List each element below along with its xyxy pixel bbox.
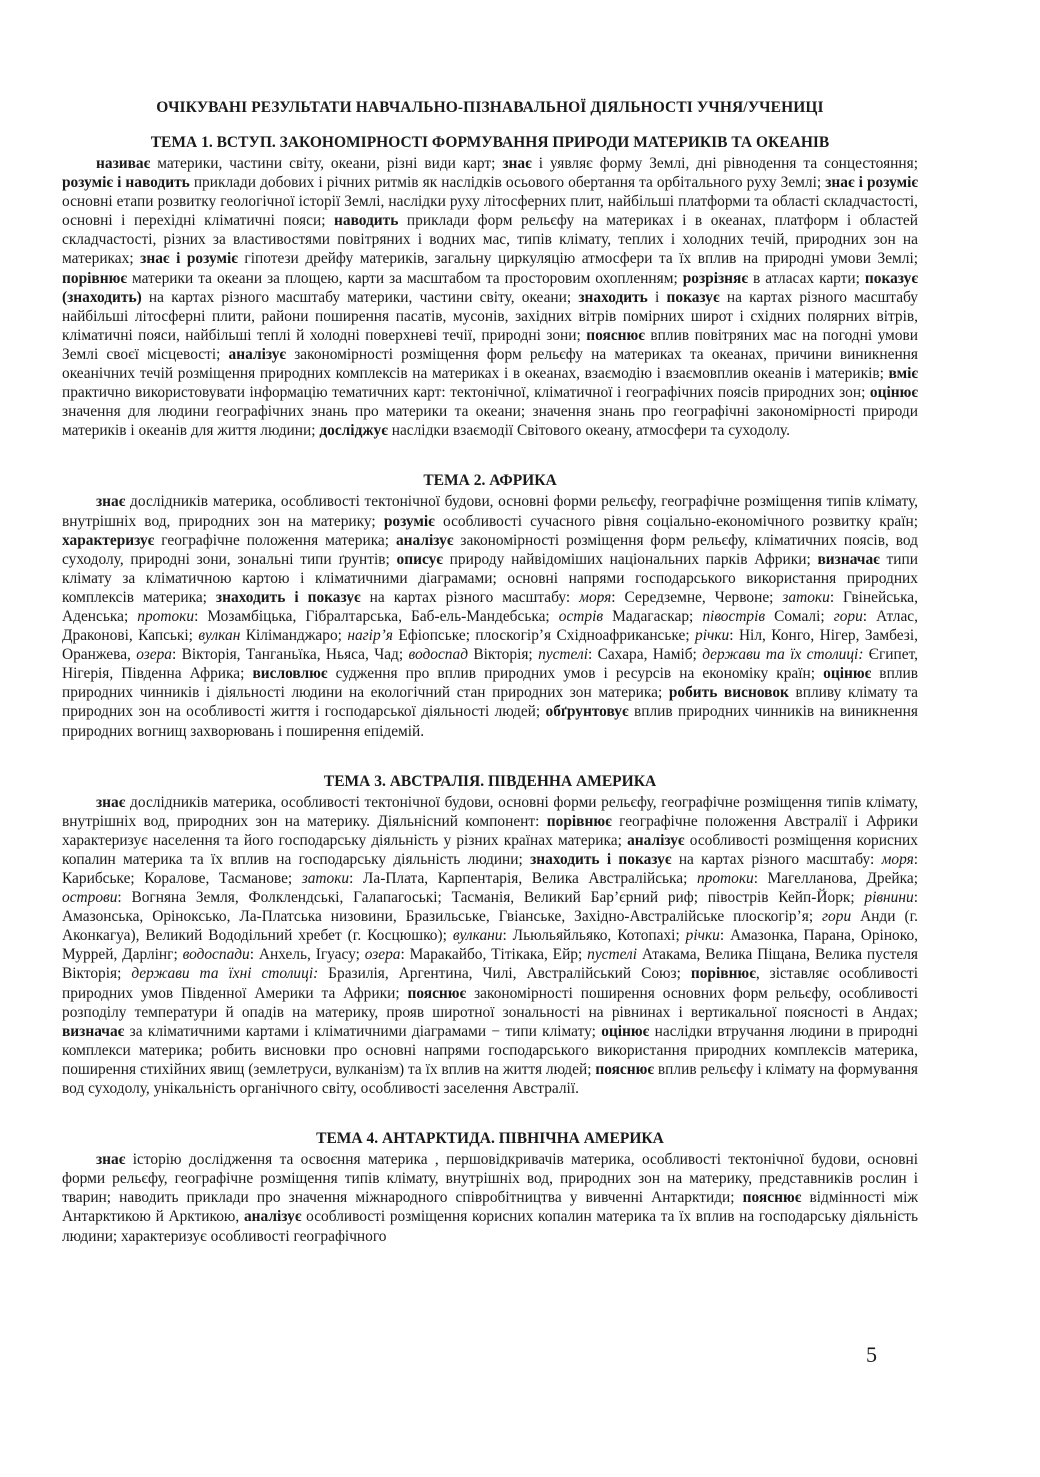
keyword-verb: досліджує bbox=[319, 422, 388, 440]
topic-body bbox=[62, 154, 918, 440]
category-label: водоспад bbox=[408, 646, 468, 664]
text-run: вплив природних чинників на виникнення природних вогнищ захворювань і поширення епідемій. bbox=[62, 703, 918, 740]
text-run: гіпотези дрейфу материків, загальну циркуляцію атмосфери та їх вплив на природні умови Землі; bbox=[237, 250, 919, 268]
keyword-verb: порівнює bbox=[62, 269, 127, 287]
keyword-verb: оцінює bbox=[869, 384, 918, 402]
text-run: Анди (г. Аконкагуа), Великий Вододільний хребет (г. Косцюшко); bbox=[62, 908, 918, 945]
text-run: основні етапи розвитку геологічної історії Землі, наслідки руху літосферних плит, найбільші платформи та області складчастості, основні і перехідні кліматичні пояси; bbox=[62, 193, 918, 230]
category-label: протоки bbox=[137, 607, 195, 625]
text-run: наслідки взаємодії Світового океану, атмосфери та суходолу. bbox=[387, 422, 790, 440]
text-run: судження про вплив природних умов і ресурсів на економіку країн; bbox=[327, 665, 824, 683]
text-run: особливості сучасного рівня соціально-економічного розвитку країн; bbox=[434, 512, 918, 530]
text-run: : Вогняна Земля, Фолклендські, Галапагоські; Тасманія, Великий Бар’єрний риф; півострів Кейп-Йорк; bbox=[117, 889, 865, 907]
text-run: типи клімату за кліматичною картою і кліматичними діаграмами; основні напрями господарського використання природних комплексів материка; bbox=[62, 550, 918, 606]
text-run: : Маракайбо, Тітікака, Ейр; bbox=[400, 946, 588, 964]
keyword-verb: порівнює bbox=[690, 965, 756, 983]
topic-section-3 bbox=[62, 772, 918, 1099]
category-label: водоспади bbox=[182, 946, 250, 964]
text-run: Мадагаскар; bbox=[603, 607, 703, 625]
text-run: : Магелланова, Дрейка; bbox=[753, 870, 918, 887]
text-run: приклади добових і річних ритмів як наслідків осьового обертання та орбітального руху Землі; bbox=[189, 174, 826, 192]
text-run: природу найвідоміших національних парків Африки; bbox=[442, 550, 818, 568]
keyword-verb: порівнює bbox=[546, 812, 612, 830]
text-run: материки, частини світу, океани, різні види карт; bbox=[150, 155, 503, 172]
text-run: : Ла-Плата, Карпентарія, Велика Австралійська; bbox=[349, 870, 697, 887]
text-run: на картах різного масштабу: bbox=[671, 850, 882, 868]
topic-body bbox=[62, 1150, 918, 1245]
text-run: Ефіопське; плоскогір’я Східноафриканське; bbox=[392, 627, 696, 645]
text-run: : Середземне, Червоне; bbox=[611, 588, 783, 606]
topic-body bbox=[62, 492, 918, 740]
keyword-verb: аналізує bbox=[228, 345, 287, 363]
keyword-verb: знає і розуміє bbox=[140, 250, 238, 268]
text-run: : Атлас, Драконові, Капські; bbox=[62, 607, 918, 645]
text-run: особливості розміщення корисних копалин материка та їх вплив на господарську діяльність людини; bbox=[62, 831, 918, 868]
text-run: Атакама, Велика Піщана, Велика пустеля Вікторія; bbox=[62, 946, 918, 983]
text-run: материки та океани за площею, карти за масштабом та просторовим охопленням; bbox=[127, 269, 683, 287]
keyword-verb: пояснює bbox=[742, 1189, 802, 1207]
text-run: , зіставляє особливості природних умов Південної Америки та Африки; bbox=[62, 965, 918, 1002]
text-run: практично використовувати інформацію тематичних карт: тектонічної, кліматичної і географічних поясів природних зон; bbox=[62, 384, 870, 402]
text-run: вплив повітряних мас на погодні умови Землі своєї місцевості; bbox=[62, 326, 918, 363]
keyword-verb: наводить bbox=[334, 212, 399, 230]
category-label: річки bbox=[695, 627, 730, 645]
text-run: : Ніл, Конго, Нігер, Замбезі, Оранжева, bbox=[62, 627, 919, 664]
keyword-verb: аналізує bbox=[243, 1208, 302, 1226]
category-label: вулкан bbox=[198, 627, 241, 645]
text-run: Єгипет, Нігерія, Південна Африка; bbox=[62, 646, 919, 683]
text-run: дослідників материка, особливості тектонічної будови, основні форми рельєфу, географічне розміщення типів клімату, внутрішніх вод, природних зон на материку; bbox=[62, 493, 918, 530]
keyword-verb: називає bbox=[96, 155, 151, 172]
text-run: : Льюльяйльяко, Котопахі; bbox=[502, 927, 686, 945]
category-label: озера bbox=[136, 646, 172, 664]
category-label: затоки bbox=[782, 588, 830, 606]
text-run: Кіліманджаро; bbox=[240, 627, 348, 645]
page-number: 5 bbox=[866, 1342, 877, 1367]
keyword-verb: знає bbox=[96, 793, 126, 811]
keyword-verb: знаходить і показує bbox=[530, 850, 672, 868]
text-run: : Анхель, Ігуасу; bbox=[249, 946, 365, 964]
text-run: на картах різного масштабу найбільші літосферні плити, райони поширення пасатів, мусонів, західних вітрів помірних широт і східних полярних вітрів, кліматичні пояси, найбільші теплі й холодні поверхневі течії, природні зони; bbox=[62, 288, 918, 344]
keyword-verb: описує bbox=[396, 550, 443, 568]
category-label: рівнини bbox=[864, 889, 914, 907]
category-label: моря bbox=[881, 850, 914, 868]
keyword-verb: аналізує bbox=[627, 831, 685, 849]
keyword-verb: знаходить і показує bbox=[215, 588, 361, 606]
category-label: моря bbox=[579, 588, 612, 606]
text-run: історію дослідження та освоєння материка , першовідкривачів материка, особливості тектонічної будови, основні форми рельєфу, географічне розміщення типів клімату, внутрішніх вод, природних зон на материку, представників рослин і тварин; наводить приклади про значення міжнародного співробітництва у вивченні Антарктиди; bbox=[62, 1151, 918, 1207]
category-label: пустелі bbox=[587, 946, 638, 964]
keyword-verb: розуміє і наводить bbox=[62, 174, 190, 192]
category-label: гори bbox=[822, 908, 852, 926]
keyword-verb: знає і розуміє bbox=[825, 174, 918, 192]
category-label: затоки bbox=[301, 870, 350, 887]
topic-title: ТЕМА 3. АВСТРАЛІЯ. ПІВДЕННА АМЕРИКА bbox=[323, 772, 657, 790]
category-label: протоки bbox=[696, 870, 754, 887]
topic-title: ТЕМА 1. ВСТУП. ЗАКОНОМІРНОСТІ ФОРМУВАННЯ ПРИРОДИ МАТЕРИКІВ ТА ОКЕАНІВ bbox=[150, 134, 830, 151]
keyword-verb: вміє bbox=[888, 365, 918, 383]
text-run: в атласах карти; bbox=[748, 269, 865, 287]
text-run: Сомалі; bbox=[765, 607, 834, 625]
text-run: вплив рельєфу і клімату на формування вод суходолу, унікальність органічного світу, особливості заселення Австралії. bbox=[62, 1060, 919, 1098]
category-label: річки bbox=[685, 927, 720, 945]
category-label: острови bbox=[62, 889, 118, 907]
text-run: наслідки втручання людини в природні комплекси материка; робить висновки про основні напрями господарського використання природних комплексів материка, поширення стихійних явищ (землетруси, вулканізм) та їх вплив на життя людей; bbox=[62, 1022, 918, 1078]
page-title: ОЧІКУВАНІ РЕЗУЛЬТАТИ НАВЧАЛЬНО-ПІЗНАВАЛЬНОЇ ДІЯЛЬНОСТІ УЧНЯ/УЧЕНИЦІ bbox=[156, 99, 824, 116]
text-run: значення для людини географічних знань про материки та океани; значення знань про географічні закономірності природи материків і океанів для життя людини; bbox=[62, 403, 918, 440]
keyword-verb: аналізує bbox=[395, 531, 454, 549]
text-run: : Сахара, Наміб; bbox=[587, 646, 703, 664]
category-label: гори bbox=[833, 607, 863, 625]
keyword-verb: розрізняє bbox=[682, 269, 749, 287]
document-page bbox=[62, 98, 918, 1246]
text-run: закономірності поширення основних форм рельєфу, особливості розподілу температури й опадів на материку, прояв широтної зональності на рівнинах і вертикальної поясності в Андах; bbox=[62, 984, 918, 1021]
text-run: приклади форм рельєфу на материках і в океанах, платформ і областей складчастості, різних за властивостями повітряних і водних мас, типів клімату, теплих і холодних течій, природних зон на материках; bbox=[62, 212, 919, 268]
keyword-verb: оцінює bbox=[823, 665, 872, 683]
text-run: : Вікторія, Танганьїка, Ньяса, Чад; bbox=[171, 646, 409, 664]
keyword-verb: обґрунтовує bbox=[545, 703, 629, 721]
text-run: географічне положення Австралії і Африки характеризує населення та його господарську діяльність у різних країнах материка; bbox=[62, 812, 918, 849]
keyword-verb: знає bbox=[96, 493, 126, 511]
text-run: особливості розміщення корисних копалин материка та їх вплив на господарську діяльність людини; характеризує особливості географічного bbox=[62, 1208, 919, 1245]
category-label: нагір’я bbox=[347, 627, 393, 645]
text-run: : Амазонка, Парана, Оріноко, Муррей, Дарлінг; bbox=[62, 927, 918, 964]
keyword-verb: робить висновок bbox=[668, 684, 789, 702]
text-run: Бразилія, Аргентина, Чилі, Австралійський Союз; bbox=[318, 965, 691, 983]
text-run: закономірності розміщення форм рельєфу, кліматичних поясів, вод суходолу, природні зони, зональні типи ґрунтів; bbox=[62, 531, 918, 568]
text-run: відмінності між Антарктикою й Арктикою, bbox=[62, 1189, 918, 1226]
text-run: за кліматичними картами і кліматичними діаграмами − типи клімату; bbox=[124, 1022, 602, 1040]
keyword-verb: визначає bbox=[62, 1022, 125, 1040]
keyword-verb: показує (знаходить) bbox=[62, 269, 918, 306]
text-run: впливу клімату та природних зон на особливості життя і господарської діяльності людей; bbox=[62, 684, 918, 721]
text-run: : Мозамбіцька, Гібралтарська, Баб-ель-Мандебська; bbox=[194, 607, 559, 625]
topic-section-2 bbox=[62, 471, 918, 740]
keyword-verb: показує bbox=[666, 288, 720, 306]
text-run: : Карибське; Коралове, Тасманове; bbox=[62, 850, 919, 887]
text-run: закономірності розміщення форм рельєфу на материках та океанах, причини виникнення океанічних течій розміщення природних комплексів на материках і в океанах, взаємодію і взаємовплив океанів і материків; bbox=[62, 345, 918, 383]
keyword-verb: знає bbox=[96, 1151, 126, 1169]
category-label: держави та їх столиці: bbox=[702, 646, 864, 664]
text-run: географічне положення материка; bbox=[154, 531, 396, 549]
keyword-verb: пояснює bbox=[586, 326, 645, 344]
topic-title: ТЕМА 2. АФРИКА bbox=[423, 472, 557, 490]
keyword-verb: розуміє bbox=[383, 512, 435, 530]
text-run: дослідників материка, особливості тектонічної будови, основні форми рельєфу, географічне розміщення типів клімату, внутрішніх вод, природних зон на материку. Діяльнісний компонент: bbox=[62, 793, 918, 830]
category-label: півострів bbox=[702, 607, 766, 625]
text-run: на картах різного масштабу: bbox=[360, 588, 580, 606]
text-run: і bbox=[647, 288, 667, 306]
keyword-verb: визначає bbox=[817, 550, 880, 568]
keyword-verb: знаходить bbox=[578, 288, 648, 306]
keyword-verb: висловлює bbox=[252, 665, 328, 683]
topic-section-4 bbox=[62, 1129, 918, 1245]
text-run: і уявляє форму Землі, дні рівнодення та сонцестояння; bbox=[531, 155, 918, 172]
text-run: : Гвінейська, Аденська; bbox=[62, 588, 918, 625]
category-label: озера bbox=[364, 946, 401, 964]
keyword-verb: знає bbox=[502, 155, 532, 172]
text-run: на картах різного масштабу материки, частини світу, океани; bbox=[141, 288, 579, 306]
keyword-verb: пояснює bbox=[595, 1060, 655, 1078]
topic-body bbox=[62, 793, 918, 1099]
category-label: острів bbox=[558, 607, 604, 625]
category-label: пустелі bbox=[538, 646, 588, 664]
keyword-verb: характеризує bbox=[62, 531, 155, 549]
topic-section-1 bbox=[62, 133, 918, 440]
category-label: держави та їхні столиці: bbox=[131, 965, 319, 983]
text-run: Вікторія; bbox=[467, 646, 539, 664]
keyword-verb: пояснює bbox=[407, 984, 467, 1002]
category-label: вулкани bbox=[452, 927, 503, 945]
keyword-verb: оцінює bbox=[601, 1022, 650, 1040]
text-run: вплив природних чинників і діяльності людини на екологічний стан природних зон материка; bbox=[62, 665, 918, 702]
topic-title: ТЕМА 4. АНТАРКТИДА. ПІВНІЧНА АМЕРИКА bbox=[316, 1130, 664, 1148]
text-run: : Амазонська, Оріноксько, Ла-Платська низовини, Бразильське, Гвіанське, Західно-Австралійське плоскогір’я; bbox=[62, 889, 918, 926]
